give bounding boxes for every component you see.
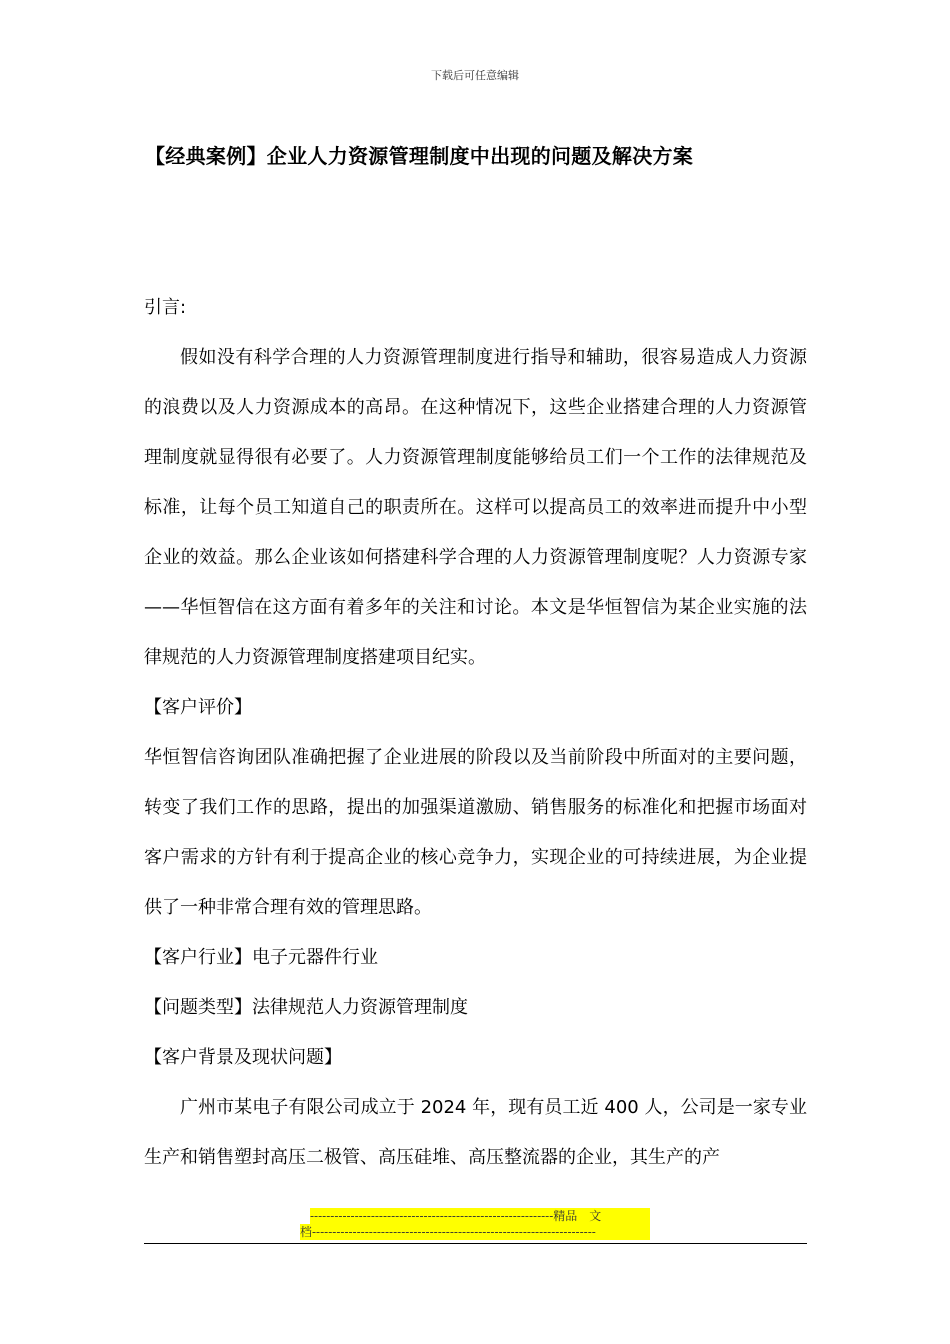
- footer-mark-line2-text: 档----------------------------------------------------------------------: [300, 1225, 596, 1239]
- footer-mark-line1: [310, 1208, 650, 1224]
- problem-type: 【问题类型】法律规范人力资源管理制度: [144, 997, 468, 1018]
- header-note: 下载后可任意编辑: [431, 69, 519, 82]
- footer-watermark: [300, 1208, 650, 1240]
- document-body: [144, 283, 807, 1183]
- client-industry: 【客户行业】电子元器件行业: [144, 947, 378, 968]
- client-review-heading: 【客户评价】: [144, 697, 252, 718]
- background-text: 广州市某电子有限公司成立于 2024 年，现有员工近 400 人，公司是一家专业生产和销售塑封高压二极管、高压硅堆、高压整流器的企业，其生产的产: [144, 1097, 807, 1168]
- intro-label: 引言:: [144, 297, 187, 318]
- client-review-text: 华恒智信咨询团队准确把握了企业进展的阶段以及当前阶段中所面对的主要问题，转变了我们工作的思路，提出的加强渠道激励、销售服务的标准化和把握市场面对客户需求的方针有利于提高企业的核心竞争力，实现企业的可持续进展，为企业提供了一种非常合理有效的管理思路。: [144, 747, 807, 918]
- document-title: 【经典案例】企业人力资源管理制度中出现的问题及解决方案: [145, 144, 694, 168]
- intro-paragraph: 假如没有科学合理的人力资源管理制度进行指导和辅助，很容易造成人力资源的浪费以及人力资源成本的高昂。在这种情况下，这些企业搭建合理的人力资源管理制度就显得很有必要了。人力资源管理制度能够给员工们一个工作的法律规范及标准，让每个员工知道自己的职责所在。这样可以提高员工的效率进而提升中小型企业的效益。那么企业该如何搭建科学合理的人力资源管理制度呢？人力资源专家——华恒智信在这方面有着多年的关注和讨论。本文是华恒智信为某企业实施的法律规范的人力资源管理制度搭建项目纪实。: [144, 347, 807, 668]
- footer-mark-line2: [300, 1224, 650, 1240]
- background-heading: 【客户背景及现状问题】: [144, 1047, 342, 1068]
- footer-rule: [144, 1243, 807, 1244]
- footer-mark-line1-text: ------------------------------------------------------------精品 文: [310, 1209, 602, 1223]
